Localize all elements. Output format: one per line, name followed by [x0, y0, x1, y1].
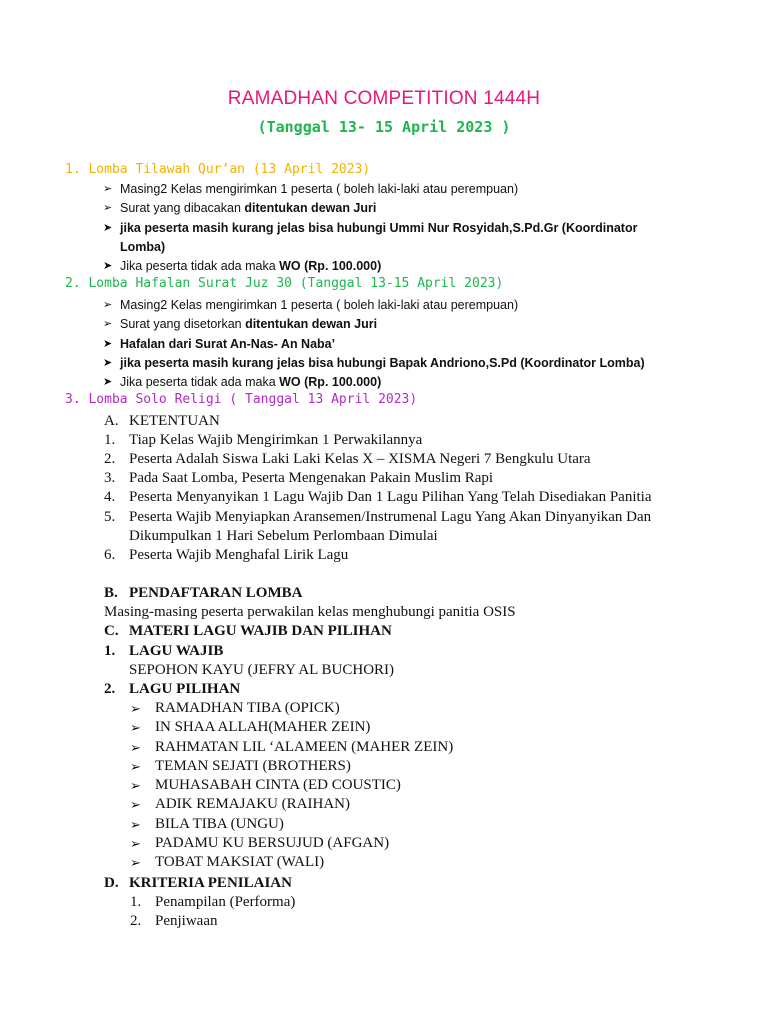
list-item: ➤ Jika peserta tidak ada maka WO (Rp. 100.000) [103, 257, 660, 276]
section-1-heading: 1. Lomba Tilawah Qur’an (13 April 2023) [65, 162, 371, 177]
arrow-bullet-icon: ➤ [103, 221, 113, 234]
list-item: ➢ Surat yang disetorkan ditentukan dewan Juri [103, 315, 645, 334]
arrow-bullet-icon: ➢ [130, 701, 141, 716]
list-item: ➢ Masing2 Kelas mengirimkan 1 peserta ( boleh laki-laki atau perempuan) [103, 296, 645, 315]
arrow-bullet-icon: ➢ [130, 817, 141, 832]
document-title: RAMADHAN COMPETITION 1444H [227, 88, 541, 109]
list-item: ➤ Jika peserta tidak ada maka WO (Rp. 100.000) [103, 373, 645, 392]
section-2-list [103, 296, 645, 392]
arrow-bullet-icon: ➢ [103, 183, 113, 195]
list-item: ➤ jika peserta masih kurang jelas bisa hubungi Bapak Andriono,S.Pd (Koordinator Lomba) [103, 354, 645, 373]
arrow-bullet-icon: ➤ [103, 356, 113, 369]
arrow-bullet-icon: ➢ [103, 318, 113, 331]
arrow-bullet-icon: ➤ [103, 376, 113, 389]
arrow-bullet-icon: ➢ [130, 855, 141, 870]
list-item: ➢ Surat yang dibacakan ditentukan dewan Juri [103, 199, 660, 218]
section-2-heading: 2. Lomba Hafalan Surat Juz 30 (Tanggal 13-15 April 2023) [65, 276, 504, 291]
section-3-heading: 3. Lomba Solo Religi ( Tanggal 13 April 2023) [65, 392, 418, 407]
arrow-bullet-icon: ➢ [130, 740, 141, 755]
arrow-bullet-icon: ➢ [130, 759, 141, 774]
arrow-bullet-icon: ➢ [103, 202, 113, 215]
list-item: ➤ Hafalan dari Surat An-Nas- An Naba’ [103, 335, 645, 354]
list-item: ➤ jika peserta masih kurang jelas bisa hubungi Ummi Nur Rosyidah,S.Pd.Gr (Koordinator Lomba) [103, 220, 638, 254]
arrow-bullet-icon: ➢ [130, 836, 141, 851]
arrow-bullet-icon: ➢ [130, 720, 141, 735]
arrow-bullet-icon: ➤ [103, 260, 113, 273]
document-subtitle: (Tanggal 13- 15 April 2023 ) [257, 118, 511, 136]
document-page: RAMADHAN COMPETITION 1444H (Tanggal 13- 15 April 2023 ) 1. Lomba Tilawah Qur’an (13 April 2023) ➢ Masing2 Kelas mengirimkan 1 peserta ( boleh laki-laki atau perempuan) ➢ Surat yang dibacakan ditentukan dewan Juri ➤ jika peserta masih kurang jelas bisa hubungi Ummi Nur Rosyidah,S.Pd.Gr (Koordinator Lomba) ➤ Jika peserta tidak ada maka WO (Rp. 100.000) 2. Lomba Hafalan Surat Juz 30 (Tanggal 13-15 April 2023) ➢ Masing2 Kelas mengirimkan 1 peserta ( boleh laki-laki atau perempuan) ➢ Surat yang disetorkan ditentukan dewan Juri ➤ Hafalan dari Surat An-Nas- An Naba’ ➤ jika peserta masih kurang jelas bisa hubungi Bapak Andriono,S.Pd (Koordinator Lomba) ➤ Jika peserta tidak ada maka WO (Rp. 100.000) 3. Lomba Solo Religi ( Tanggal 13 April 2023) A. KETENTUAN 1. Tiap Kelas Wajib Mengirimkan 1 Perwakilannya 2. Peserta Adalah Siswa Laki Laki Kelas X – XISMA Negeri 7 Bengkulu Utara 3. Pada Saat Lomba, Peserta Mengenakan Pakain Muslim Rapi 4. Peserta Menyanyikan 1 Lagu Wajib Dan 1 Lagu Pilihan Yang Telah Disediakan Panitia 5. Peserta Wajib Menyiapkan Aransemen/Instrumenal Lagu Yang Akan Dinyanyikan Dan Dikumpulkan 1 Hari Sebelum Perlombaan Dimulai 6. Peserta Wajib Menghafal Lirik Lagu B. PENDAFTARAN LOMBA Masing-masing peserta perwakilan kelas menghubungi panitia OSIS C. MATERI LAGU WAJIB DAN PILIHAN 1. LAGU WAJIB SEPOHON KAYU (JEFRY AL BUCHORI) 2. LAGU PILIHAN ➢ RAMADHAN TIBA (OPICK) ➢ IN SHAA ALLAH(MAHER ZEIN) ➢ RAHMATAN LIL ‘ALAMEEN (MAHER ZEIN) ➢ TEMAN SEJATI (BROTHERS) ➢ MUHASABAH CINTA (ED COUSTIC) ➢ ADIK REMAJAKU (RAIHAN) ➢ BILA TIBA (UNGU) ➢ PADAMU KU BERSUJUD (AFGAN) ➢ TOBAT MAKSIAT (WALI) D. KRITERIA PENILAIAN 1. Penampilan (Performa) 2. Penjiwaan [0, 0, 768, 1024]
section-1-list [103, 180, 660, 276]
arrow-bullet-icon: ➢ [130, 778, 141, 793]
arrow-bullet-icon: ➤ [103, 337, 113, 350]
arrow-bullet-icon: ➢ [130, 797, 141, 812]
list-item: ➢ Masing2 Kelas mengirimkan 1 peserta ( boleh laki-laki atau perempuan) [103, 180, 660, 199]
arrow-bullet-icon: ➢ [103, 299, 113, 311]
